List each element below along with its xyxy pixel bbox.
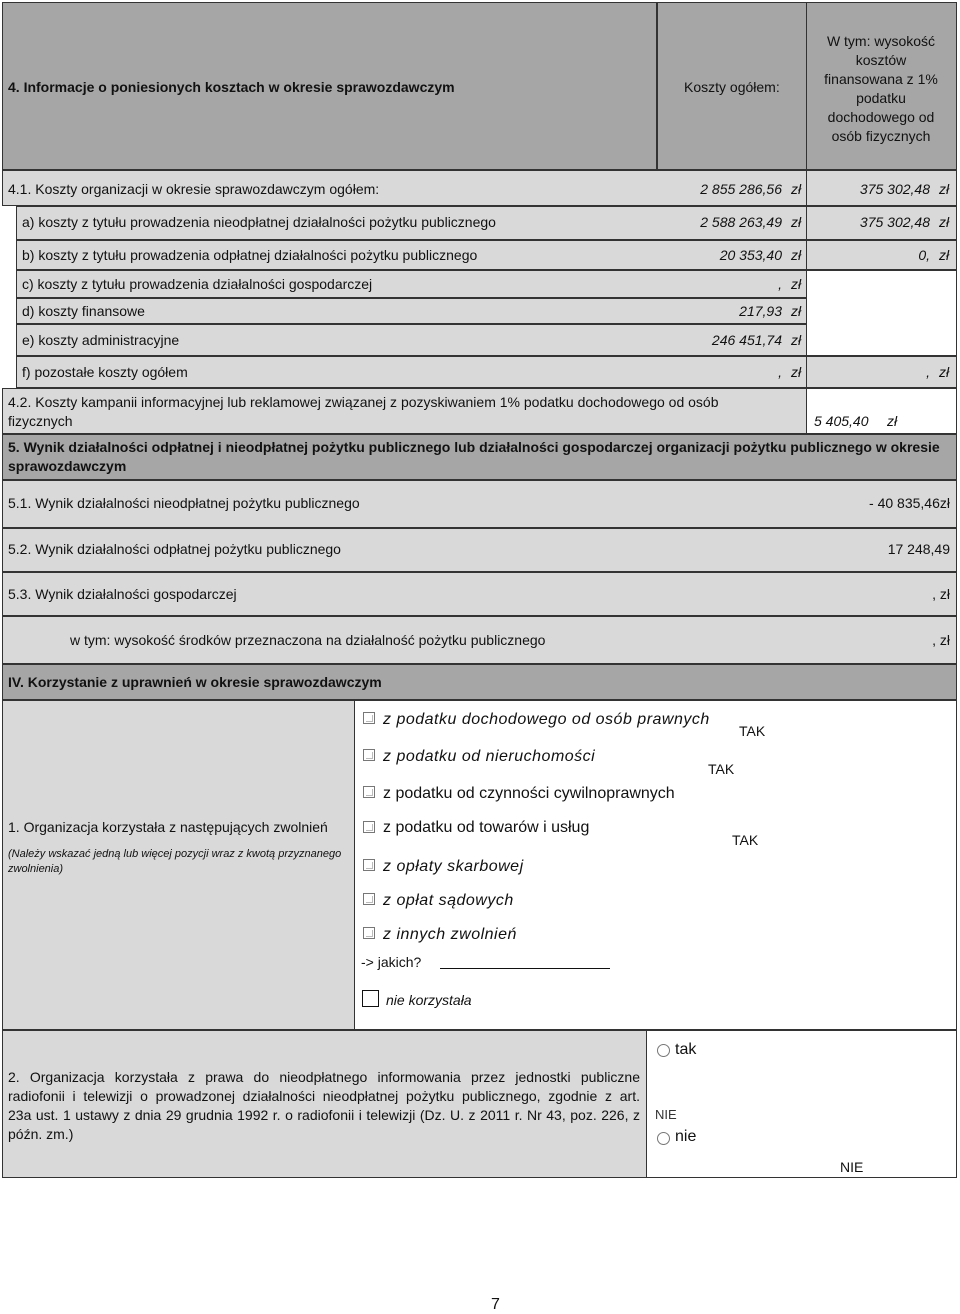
section5-title-1: 5. Wynik działalności odpłatnej i nieodpłatnej pożytku publicznego lub działalności gospodarczej organizacji pożytku publicznego w okresie <box>8 439 940 455</box>
cost-total-unit: zł <box>791 332 802 348</box>
exemption-checkbox[interactable] <box>363 712 375 724</box>
cost-total-unit: zł <box>791 276 802 292</box>
info-rights-no-value: NIE <box>840 1159 864 1175</box>
exemption-label: z opłat sądowych <box>383 892 514 909</box>
result-row-value: , zł <box>932 586 950 602</box>
exemptions-label: 1. Organizacja korzystała z następujących zwolnień <box>8 819 328 835</box>
cost-share-unit: zł <box>939 214 950 230</box>
cost-total-unit: zł <box>791 214 802 230</box>
cost-row-label: 4.1. Koszty organizacji w okresie sprawozdawczym ogółem: <box>8 181 380 197</box>
info-rights-no-radio[interactable] <box>657 1132 670 1145</box>
campaign-cost-label-1: 4.2. Koszty kampanii informacyjnej lub reklamowej związanej z pozyskiwaniem 1% podatku dochodowego od osób <box>8 394 719 410</box>
other-exemption-label: -> jakich? <box>361 954 422 970</box>
result-row-label: 5.1. Wynik działalności nieodpłatnej pożytku publicznego <box>8 495 360 511</box>
result-row-value: , zł <box>932 632 950 648</box>
cost-total-value: 2 855 286,56 <box>700 181 782 197</box>
section5-title-2: sprawozdawczym <box>8 458 127 474</box>
exemption-tak: TAK <box>739 723 766 739</box>
campaign-cost-unit: zł <box>887 413 898 429</box>
result-row-label: w tym: wysokość środków przeznaczona na działalność pożytku publicznego <box>70 632 546 648</box>
cost-total-value: 246 451,74 <box>711 332 782 348</box>
result-row-value: 17 248,49 <box>887 541 950 557</box>
cost-share-unit: zł <box>939 181 950 197</box>
exemption-checkbox[interactable] <box>363 821 375 833</box>
exemption-label: z opłaty skarbowej <box>383 858 524 875</box>
exemption-checkbox[interactable] <box>363 927 375 939</box>
column-divider <box>657 2 658 170</box>
share-empty-cell <box>806 270 957 356</box>
exemption-label: z podatku od czynności cywilnoprawnych <box>383 785 675 802</box>
cost-total-value: 217,93 <box>739 303 782 319</box>
cost-share-value: , <box>926 364 930 380</box>
info-rights-yes-label: tak <box>675 1041 697 1058</box>
cost-row-label: d) koszty finansowe <box>22 303 145 319</box>
sectionIV-title: IV. Korzystanie z uprawnień w okresie sprawozdawczym <box>8 674 382 690</box>
info-rights-nie-upper: NIE <box>655 1107 677 1122</box>
cost-row-label: e) koszty administracyjne <box>22 332 180 348</box>
info-rights-no-label: nie <box>675 1128 697 1145</box>
cost-share-unit: zł <box>939 247 950 263</box>
column-divider <box>806 170 807 388</box>
exemption-label: z podatku dochodowego od osób prawnych <box>383 711 710 728</box>
exemptions-note-2: zwolnienia) <box>8 863 64 875</box>
none-label: nie korzystała <box>386 992 472 1008</box>
page-number: 7 <box>491 1296 500 1313</box>
column-divider <box>806 2 807 170</box>
cost-total-unit: zł <box>791 247 802 263</box>
cost-share-unit: zł <box>939 364 950 380</box>
cost-total-value: 20 353,40 <box>719 247 782 263</box>
cost-total-value: , <box>778 276 782 292</box>
cost-total-unit: zł <box>791 181 802 197</box>
info-rights-yes-radio[interactable] <box>657 1044 670 1057</box>
cost-share-value: 0, <box>918 247 930 263</box>
cost-row-label: c) koszty z tytułu prowadzenia działalności gospodarczej <box>22 276 373 292</box>
info-rights-text: 2. Organizacja korzystała z prawa do nieodpłatnego informowania przez jednostki publiczne radiofonii i telewizji o prowadzonej działalności nieodpłatnej pożytku publicznego, zgodnie z art. 23a ust. 1 ustawy z dnia 29 grudnia 1992 r. o radiofonii i telewizji (Dz. U. z 2011 r. Nr 43, poz. 226, z późn. zm.) <box>8 1069 640 1142</box>
exemption-label: z innych zwolnień <box>383 926 517 943</box>
col-share-header: W tym: wysokość kosztów finansowana z 1% podatku dochodowego od osób fizycznych <box>824 33 938 144</box>
cost-total-unit: zł <box>791 364 802 380</box>
result-row-label: 5.3. Wynik działalności gospodarczej <box>8 586 237 602</box>
cost-row-label: a) koszty z tytułu prowadzenia nieodpłatnej działalności pożytku publicznego <box>22 214 496 230</box>
cost-total-unit: zł <box>791 303 802 319</box>
other-exemption-input-line[interactable] <box>440 968 610 969</box>
cost-share-value: 375 302,48 <box>859 214 930 230</box>
exemption-checkbox[interactable] <box>363 749 375 761</box>
result-row-label: 5.2. Wynik działalności odpłatnej pożytku publicznego <box>8 541 341 557</box>
campaign-cost-value: 5 405,40 <box>814 413 869 429</box>
cost-row-label: b) koszty z tytułu prowadzenia odpłatnej działalności pożytku publicznego <box>22 247 478 263</box>
col-total-header: Koszty ogółem: <box>684 79 780 95</box>
exemptions-note-1: (Należy wskazać jedną lub więcej pozycji wraz z kwotą przyznanego <box>8 848 342 860</box>
exemption-tak: TAK <box>732 832 759 848</box>
exemption-label: z podatku od nieruchomości <box>383 748 596 765</box>
result-row-value: - 40 835,46zł <box>869 495 950 511</box>
none-checkbox[interactable] <box>362 990 379 1007</box>
exemption-checkbox[interactable] <box>363 893 375 905</box>
cost-total-value: 2 588 263,49 <box>700 214 782 230</box>
exemption-label: z podatku od towarów i usług <box>383 819 590 836</box>
campaign-cost-label-2: fizycznych <box>8 413 73 429</box>
cost-share-value: 375 302,48 <box>859 181 930 197</box>
cost-total-value: , <box>778 364 782 380</box>
exemption-checkbox[interactable] <box>363 859 375 871</box>
exemption-checkbox[interactable] <box>363 786 375 798</box>
exemption-tak: TAK <box>708 761 735 777</box>
section4-title: 4. Informacje o poniesionych kosztach w okresie sprawozdawczym <box>8 79 455 95</box>
cost-row-label: f) pozostałe koszty ogółem <box>22 364 188 380</box>
